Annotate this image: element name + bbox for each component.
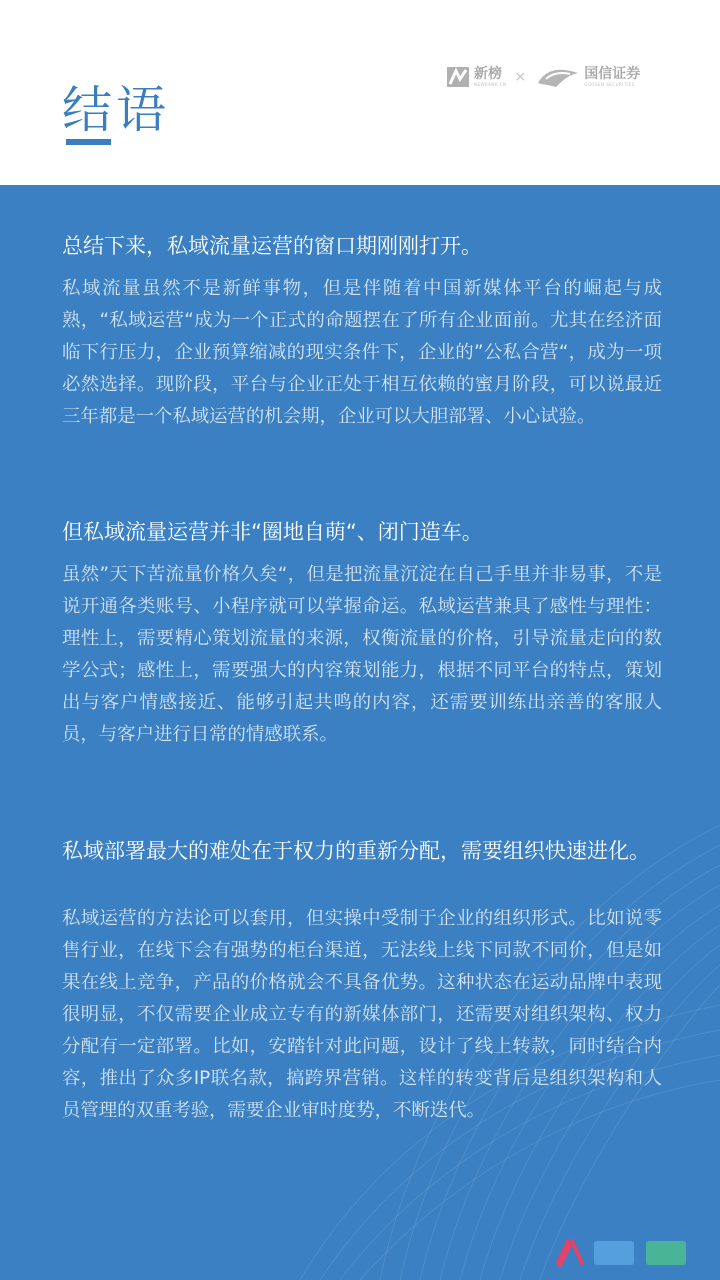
section-3-body: 私域运营的方法论可以套用，但实操中受制于企业的组织形式。比如说零售行业，在线下会有强势的柜台渠道，无法线上线下同款不同价，但是如果在线上竞争，产品的价格就会不具备优势。这种状态在运动品牌中表现很明显，不仅需要企业成立专有的新媒体部门，还需要对组织架构、权力分配有一定部署。比如，安踏针对此问题，设计了线上转款，同时结合内容，推出了众多IP联名款，搞跨界营销。这样的转变背后是组织架构和人员管理的双重考验，需要企业审时度势，不断迭代。 xyxy=(62,908,662,1121)
logo-separator: × xyxy=(514,69,527,85)
newrank-logo-text: 新榜 NEWRANK.CN xyxy=(474,66,507,87)
section-2-heading: 但私域流量运营并非“圈地自萌“、闭门造车。 xyxy=(62,520,483,544)
section-1-heading: 总结下来，私域流量运营的窗口期刚刚打开。 xyxy=(62,234,482,258)
guosen-logo-text: 国信证券 GUOSEN SECURITIES xyxy=(584,66,641,87)
watermark-logo-icon xyxy=(554,1237,694,1267)
title-underline xyxy=(66,139,111,145)
content-panel xyxy=(0,185,720,1280)
section-2-body: 虽然”天下苦流量价格久矣“，但是把流量沉淀在自己手里并非易事，不是说开通各类账号、小程序就可以掌握命运。私域运营兼具了感性与理性：理性上，需要精心策划流量的来源，权衡流量的价格，引导流量走向的数学公式；感性上，需要强大的内容策划能力，根据不同平台的特点，策划出与客户情感接近、能够引起共鸣的内容，还需要训练出亲善的客服人员，与客户进行日常的情感联系。 xyxy=(62,564,662,745)
section-3-heading: 私域部署最大的难处在于权力的重新分配，需要组织快速进化。 xyxy=(62,839,650,863)
page-header xyxy=(0,0,720,185)
guosen-logo-icon xyxy=(536,65,580,89)
newrank-logo-icon xyxy=(446,65,470,89)
section-1-body: 私域流量虽然不是新鲜事物，但是伴随着中国新媒体平台的崛起与成熟，“私域运营“成为一个正式的命题摆在了所有企业面前。尤其在经济面临下行压力，企业预算缩减的现实条件下，企业的”公私合营“，成为一项必然选择。现阶段，平台与企业正处于相互依赖的蜜月阶段，可以说最近三年都是一个私域运营的机会期，企业可以大胆部署、小心试验。 xyxy=(62,278,662,427)
brand-logos xyxy=(446,60,656,94)
page-title: 结语 xyxy=(62,80,170,139)
